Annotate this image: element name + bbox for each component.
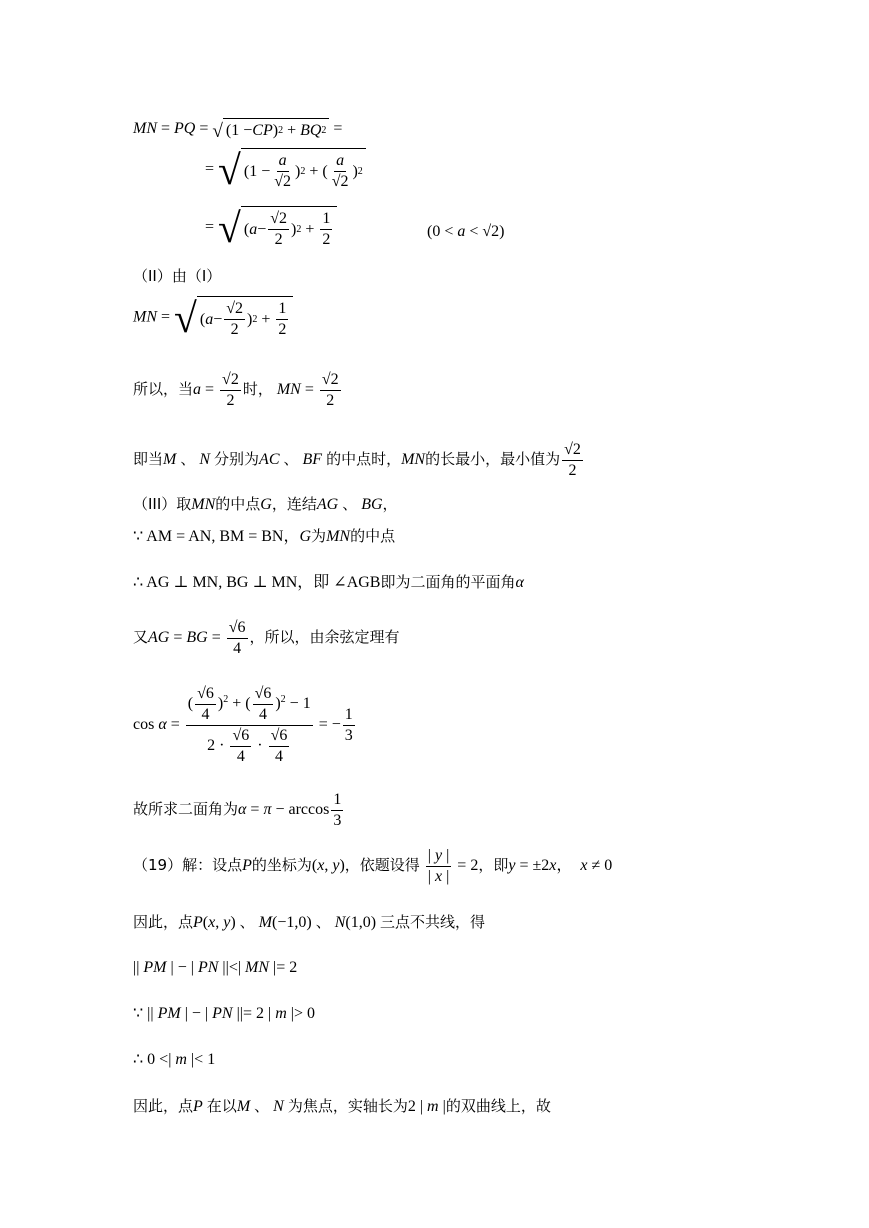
hyperbola-statement: 因此，点P 在以M 、 N 为焦点，实轴长为2 | m |的双曲线上，故: [133, 1097, 551, 1115]
equation-step-2: = √ (1 − $\frac{a}{√2}$ ) 2 + ( $\frac{a}{√2}$ ) 2: [205, 148, 366, 192]
part-ii-heading: （II）由（I）: [133, 267, 222, 285]
non-collinear: 因此，点P(x, y) 、 M(−1,0) 、 N(1,0) 三点不共线，得: [133, 913, 486, 931]
ag-bg-value: 又AG = BG = $\frac{√6}{4}$ ，所以，由余弦定理有: [133, 619, 400, 657]
equation-mn: MN = √ ( a − $\frac{√2}{2}$ ) 2 + $\frac{1}{2}$: [133, 296, 293, 340]
because-equal: ∵ AM = AN, BM = BN，G为MN的中点: [133, 527, 396, 545]
problem-19-setup: （19）解：设点P的坐标为(x, y)，依题设得 $\frac{| y |}{| x |}$ = 2，即y = ±2x， x ≠ 0: [133, 847, 613, 885]
min-condition: 所以，当a = $\frac{√2}{2}$ 时， MN = $\frac{√2}{2}$: [133, 371, 339, 409]
equation-mn-pq: MN = PQ = √ (1 − CP ) 2 + BQ 2 =: [133, 118, 342, 141]
min-statement: 即当M 、 N 分别为AC 、 BF 的中点时，MN的长最小，最小值为 $\frac{√2}{2}$: [133, 441, 581, 479]
dihedral-result: 故所求二面角为α = π − arccos $\frac{1}{3}$: [133, 791, 342, 829]
inequality-pm-pn: || PM | − | PN ||<| MN |= 2: [133, 959, 298, 976]
range-condition: (0 < a < √2): [427, 223, 505, 240]
cosine-equation: cos α = ( $\frac{√6}{4}$ )$^2$ + ( $\frac{√6}{4}$ )$^2$ − 1 2 · $\frac{√6}{4}$ · $\frac{√6}{4}$ = − $\frac{1}{3}$: [133, 685, 353, 765]
equation-step-3: = √ ( a − $\frac{√2}{2}$ ) 2 + $\frac{1}{2}$: [205, 206, 337, 250]
therefore-perpendicular: ∴ AG ⊥ MN, BG ⊥ MN，即 ∠AGB即为二面角的平面角α: [133, 573, 524, 591]
part-iii-heading: （III）取MN的中点G，连结AG 、 BG，: [133, 495, 398, 513]
therefore-m-range: ∴ 0 <| m |< 1: [133, 1051, 216, 1068]
because-2m: ∵ || PM | − | PN ||= 2 | m |> 0: [133, 1005, 316, 1022]
